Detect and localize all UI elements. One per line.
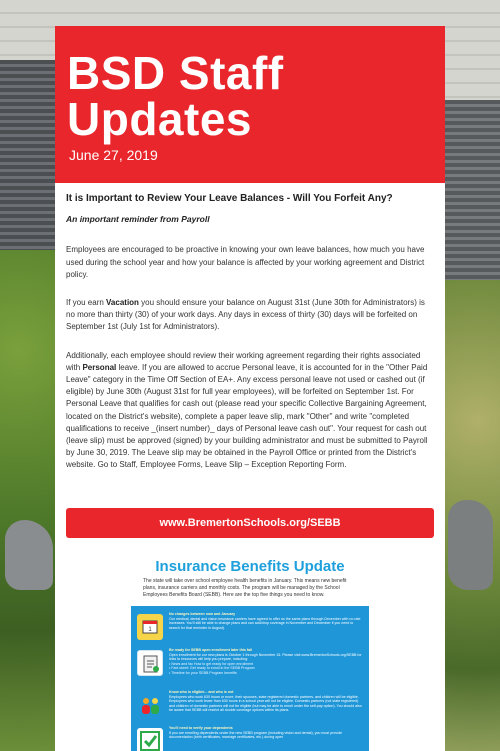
- article-paragraph-1: Employees are encouraged to be proactive in knowing your own leave balances, how much you have used during the school year and how your balance is affected by your working agreement and District policy.: [66, 245, 425, 279]
- info-list-item: • Timeline for your SEBB Program benefits: [169, 670, 237, 675]
- info-item: [137, 612, 365, 644]
- info-item: [137, 690, 365, 722]
- p2-bold: Vacation: [106, 298, 139, 308]
- header-banner: [55, 26, 445, 183]
- p2-text: If you earn: [66, 298, 107, 308]
- infographic-intro: The state will take over school employee health benefits in January. This means new benefit plans, insurance carriers and monthly costs. The program will be managed by the School Employees Benefits Board (SEBB). Here are the top five things you need to know.: [143, 578, 347, 598]
- info-item-heading: You'll need to verify your dependents: [169, 726, 233, 730]
- info-item: [137, 648, 365, 680]
- article-paragraph-2: [66, 297, 434, 334]
- background-vent-left: [0, 60, 60, 280]
- calendar-icon: [137, 614, 163, 640]
- infographic-title: Insurance Benefits Update: [155, 558, 345, 575]
- infographic-panel: [131, 606, 369, 751]
- sebb-link-button[interactable]: www.BremertonSchools.org/SEBB: [66, 508, 434, 538]
- info-list-item: • News and fac How to get ready for open enrollment: [169, 661, 254, 666]
- background-rock-left: [5, 520, 53, 590]
- p2-text-rest: you should ensure your balance on August 31st (June 30th for Administrators) is no more than thirty (30) of your work days. Any days in excess of thirty (30) days will be forfeited on September 1st (July 1st for Administrators).: [66, 298, 425, 332]
- article-headline: It is Important to Review Your Leave Balances - Will You Forfeit Any?: [66, 193, 393, 204]
- article: [66, 193, 434, 488]
- info-item-heading: Know who is eligible... and who is not: [169, 690, 234, 694]
- p3-text: Additionally, each employee should review their working agreement regarding their rights associated with: [66, 350, 421, 372]
- info-item-body: Employees who work 630 hours or more, their spouses, state registered domestic partners, and children will be eligible. Employees who work fewer than 630 hours in a school year will not be eligible. Domestic partners (not state registered) and children of domestic partners will not be eligible (but may be able to enroll under the self-pay option). You should also be aware that SEBB will restrict all double coverage options within its plans.: [169, 694, 362, 713]
- info-item-heading: Be ready for SEBB open enrollment later this fall: [169, 648, 253, 652]
- background-vent-right: [445, 100, 500, 280]
- checklist-icon: [137, 650, 163, 676]
- insurance-infographic: [131, 558, 369, 751]
- info-item: [137, 726, 365, 751]
- background-rock-right: [448, 500, 493, 590]
- people-icon: [137, 692, 163, 718]
- info-list-item: • Fact sheet: Get ready to enroll in the SEBB Program: [169, 666, 255, 671]
- p3-text-rest: leave. If you are allowed to accrue Personal leave, it is accounted for in the "Other Paid Leave" category in the Time Off Section of EA+. Any excess personal leave not used or cashed out (if eligible) by June 30th (August 31st for full year employees), will be forfeited on September 1st. For Personal Leave that qualifies for cash out (please read your specific Collective Bargaining Agreement, located on the District's website), complete a paper leave slip, mark "Other" and write "completed qualifications to receive _(insert number)_ days of Personal leave cash out". Your request for cash out (leave slip) must be approved (signed) by your building administrator and must be submitted to Payroll by June 30, 2019. The Leave slip may be obtained in the Payroll Office or printed from the District's website. Go to Staff, Employee Forms, Leave Slip – Exception Reporting Form.: [66, 362, 428, 470]
- article-paragraph-3: [66, 350, 434, 472]
- info-item-body: If you are enrolling dependents under the new SEBB program (including vision and dental), you must provide documentation (birth certificates, marriage certificates, etc.) during open: [169, 730, 343, 740]
- p3-bold: Personal: [82, 362, 117, 372]
- svg-text:1: 1: [148, 627, 152, 633]
- check-icon: [137, 728, 163, 751]
- background-foliage-left: [0, 250, 60, 751]
- newsletter-card: [55, 26, 445, 751]
- article-subhead: An important reminder from Payroll: [66, 214, 210, 225]
- info-item-body: Open enrollment for our new plans is October 1 through November 15. Please visit www.BremertonSchools.org/SEBB for links to resources will help you prepare, including:: [169, 652, 362, 662]
- page-title: BSD Staff Updates: [67, 47, 284, 145]
- issue-date: June 27, 2019: [69, 147, 158, 163]
- info-item-heading: No changes between now and January: [169, 612, 236, 616]
- info-item-body: Our medical, dental and vision insurance carriers have agreed to offer us the same plans through December with no rate increases. You'll still be able to change plans and can add/drop coverage in November and December if you need to search for that reminder in August).: [169, 616, 361, 630]
